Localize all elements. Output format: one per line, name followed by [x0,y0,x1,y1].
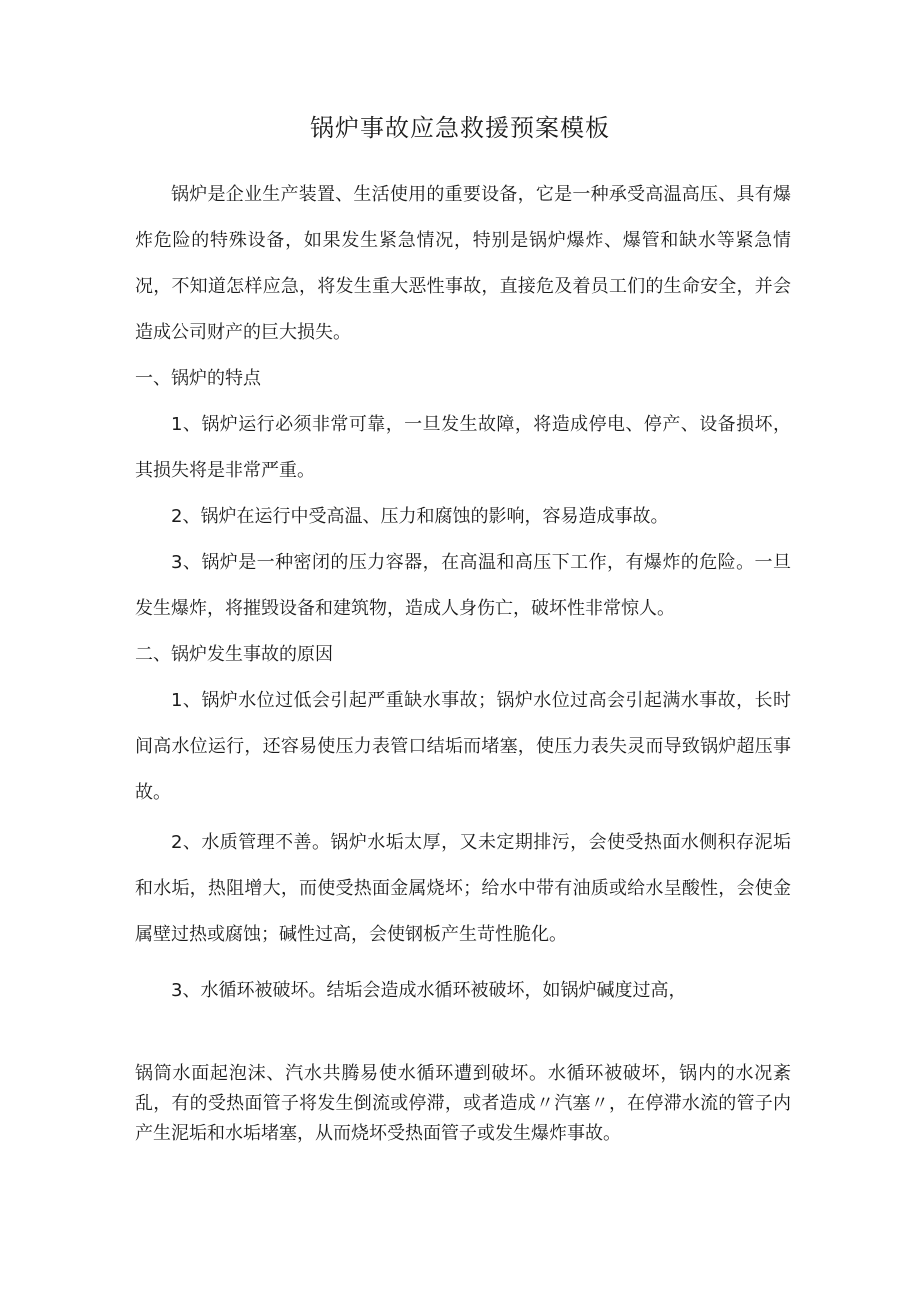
list-item: 3、水循环被破坏。结垢会造成水循环被破坏，如锅炉碱度过高， [171,980,687,1001]
list-item: 3、锅炉是一种密闭的压力容器，在高温和高压下工作，有爆炸的危险。一旦发生爆炸，将摧毁设备和建筑物，造成人身伤亡，破坏性非常惊人。 [135,552,791,619]
list-item: 1、锅炉水位过低会引起严重缺水事故；锅炉水位过高会引起满水事故，长时间高水位运行，还容易使压力表管口结垢而堵塞，使压力表失灵而导致锅炉超压事故。 [135,690,791,803]
continuation-block [135,1059,791,1149]
section-heading: 一、锅炉的特点 [135,368,261,389]
intro-paragraph: 锅炉是企业生产装置、生活使用的重要设备，它是一种承受高温高压、具有爆炸危险的特殊设备，如果发生紧急情况，特别是锅炉爆炸、爆管和缺水等紧急情况，不知道怎样应急，将发生重大恶性事故，直接危及着员工们的生命安全，并会造成公司财产的巨大损失。 [135,184,791,343]
list-item: 2、锅炉在运行中受高温、压力和腐蚀的影响，容易造成事故。 [171,506,669,527]
list-item: 2、水质管理不善。锅炉水垢太厚，又未定期排污，会使受热面水侧积存泥垢和水垢，热阻增大，而使受热面金属烧坏；给水中带有油质或给水呈酸性，会使金属壁过热或腐蚀；碱性过高，会使钢板产生苛性脆化。 [135,832,791,945]
document-body [135,172,791,1014]
list-item: 1、锅炉运行必须非常可靠，一旦发生故障，将造成停电、停产、设备损坏，其损失将是非常严重。 [135,414,791,481]
continuation-paragraph: 锅筒水面起泡沫、汽水共腾易使水循环遭到破坏。水循环被破坏，锅内的水况紊乱，有的受热面管子将发生倒流或停滞，或者造成〃汽塞〃，在停滞水流的管子内产生泥垢和水垢堵塞，从而烧坏受热面管子或发生爆炸事故。 [135,1063,791,1144]
section-heading: 二、锅炉发生事故的原因 [135,644,333,665]
document-title: 锅炉事故应急救援预案模板 [310,114,610,142]
